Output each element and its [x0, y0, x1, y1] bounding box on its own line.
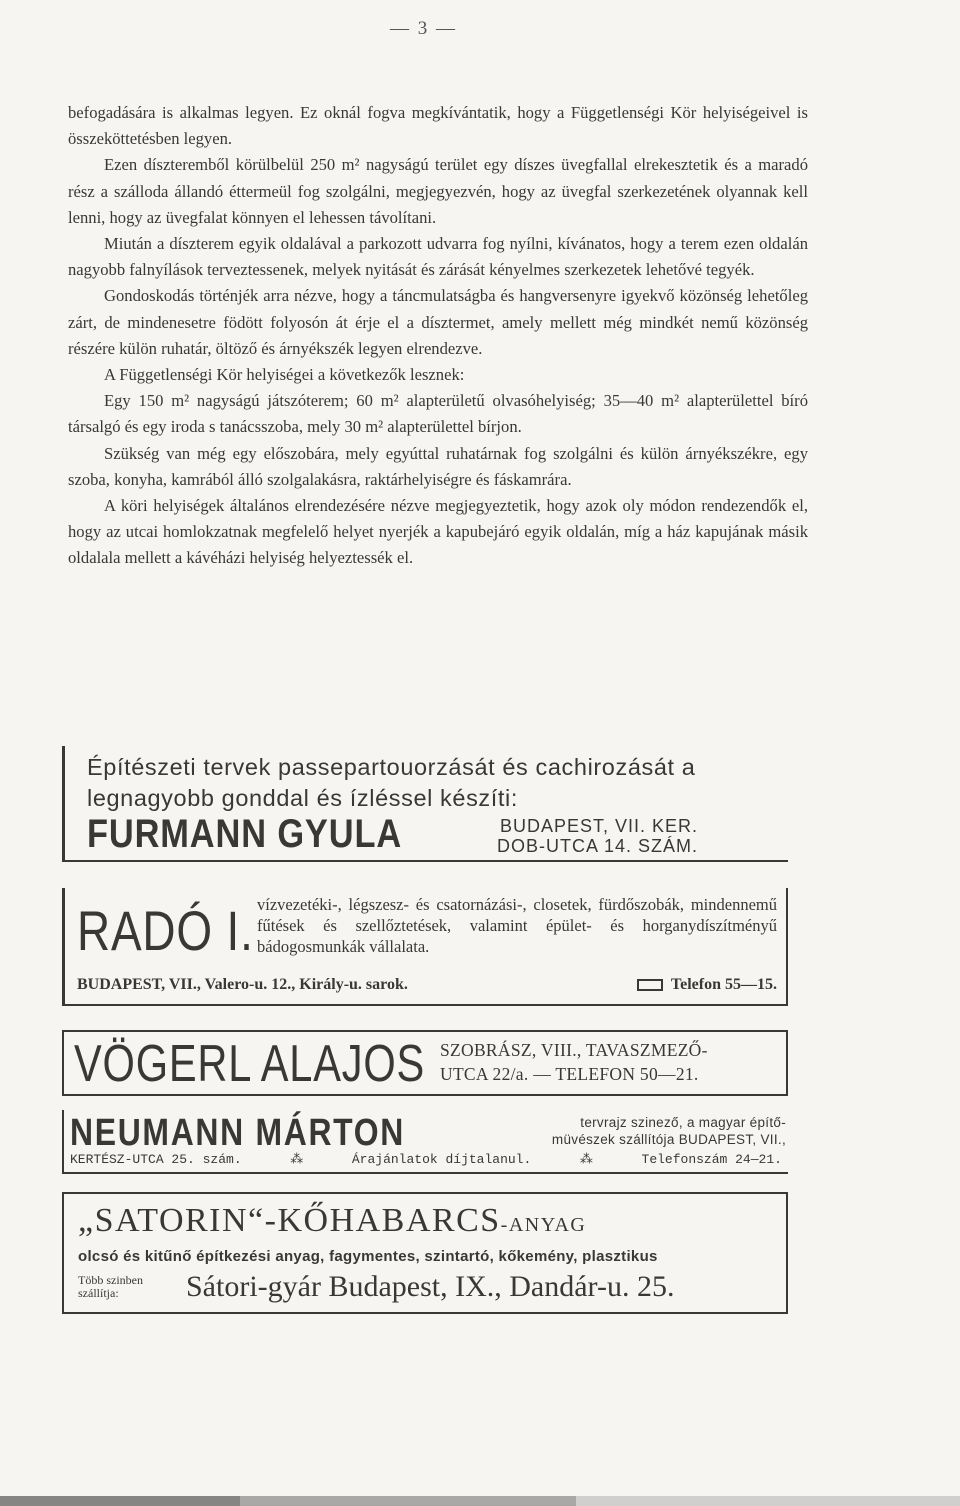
ad-voegerl-description: [440, 1038, 778, 1086]
ad-voegerl-line: SZOBRÁSZ, VIII., TAVASZMEZŐ-: [440, 1040, 708, 1060]
paragraph: A Függetlenségi Kör helyiségei a következők lesznek:: [104, 365, 465, 385]
ad-satori-headline-main: „SATORIN“-KŐHABARCS: [78, 1202, 501, 1239]
ad-voegerl-line: UTCA 22/a. — TELEFON 50—21.: [440, 1064, 699, 1084]
ad-rado-footer: [77, 976, 777, 994]
paragraph: Gondoskodás történjék arra nézve, hogy a táncmulatságba és hangversenyre igyekvő közönség lehetőleg zárt, de mindenesetre födött folyosón át érje el a dísztermet, amely mellett még mindkét nemű közönség részére külön ruhatár, öltöző és árnyékszék legyen elrendezve.: [68, 286, 808, 358]
ad-rado-address: BUDAPEST, VII., Valero-u. 12., Király-u. sarok.: [77, 976, 408, 993]
ad-satori-note-line: Több szinben: [78, 1273, 143, 1287]
paragraph: Egy 150 m² nagyságú játszóterem; 60 m² alapterületű olvasóhelyiség; 35—40 m² alapterülettel bíró társalgó és egy iroda s tanácsszoba, mely 30 m² alapterülettel bírjon.: [68, 391, 808, 437]
paragraph: befogadására is alkalmas legyen. Ez oknál fogva megkívántatik, hogy a Függetlenségi Kör helyiségeivel is összeköttetésben legyen.: [68, 103, 808, 149]
ad-furmann-address-line: DOB-UTCA 14. SZÁM.: [497, 836, 699, 856]
ad-furmann-address: [497, 816, 698, 856]
ad-neumann: [62, 1110, 788, 1174]
scan-edge-strip: [0, 1496, 960, 1506]
ad-neumann-footer: [70, 1152, 782, 1167]
ad-rado-phone-wrap: [637, 976, 777, 994]
paragraph: A köri helyiségek általános elrendezésére nézve megjegyeztetik, hogy azok oly módon rendezendők el, hogy az utcai homlokzatnak megfelelő helyet nyerjék a kapubejáró egyik oldalán, míg a ház kapujának másik oldalala mellett a kávéházi helyiség helyeztessék el.: [68, 496, 808, 568]
paragraph: Miután a díszterem egyik oldalával a parkozott udvarra fog nyílni, kívánatos, hogy a terem ezen oldalán nagyobb falnyílások terveztessenek, melyek nyitását és zárását kényelmes szerkezetek lehetővé tegyék.: [68, 234, 808, 280]
telephone-icon: [637, 979, 663, 991]
ad-neumann-address: KERTÉSZ-UTCA 25. szám.: [70, 1152, 242, 1167]
ad-neumann-phone: Telefonszám 24—21.: [641, 1152, 782, 1167]
ad-satori-address: Sátori-gyár Budapest, IX., Dandár-u. 25.: [186, 1270, 675, 1303]
ad-voegerl: [62, 1030, 788, 1096]
paragraph: Szükség van még egy előszobára, mely egyúttal ruhatárnak fog szolgálni és külön árnyékszékre, egy szoba, konyha, kamrából álló szolgalakásra, raktárhelyiségre és fáskamrára.: [68, 443, 808, 489]
ad-furmann-headline: Építészeti tervek passepartouorzását és cachirozását a legnagyobb gonddal és ízléssel készíti:: [87, 754, 696, 811]
ad-neumann-line: müvészek szállítója BUDAPEST, VII.,: [551, 1132, 786, 1147]
ad-neumann-pricing: Árajánlatok díjtalanul.: [351, 1152, 532, 1167]
ad-rado-description: vízvezetéki-, légszesz- és csatornázási-, closetek, fürdőszobák, mindennemű fűtések és szellőztetések, valamint épület- és horganydíszítményű bádogosmunkák vállalata.: [257, 895, 777, 956]
ad-furmann: [62, 746, 788, 862]
ad-rado-phone: Telefon 55—15.: [670, 976, 777, 993]
ad-neumann-line: tervrajz szinező, a magyar építő-: [580, 1115, 786, 1130]
ad-satori-subtitle: olcsó és kitűnő építkezési anyag, fagymentes, szintartó, kőkemény, plasztikus: [78, 1248, 658, 1265]
ad-furmann-address-line: BUDAPEST, VII. KER.: [499, 816, 699, 836]
ad-neumann-divider-icon: ⁂: [579, 1152, 593, 1167]
ad-rado-name: RADÓ I.: [77, 899, 254, 962]
ad-satori: [62, 1192, 788, 1314]
ad-neumann-name: NEUMANN MÁRTON: [70, 1112, 406, 1154]
ad-satori-headline-suffix: -ANYAG: [500, 1214, 587, 1236]
article-body: [68, 100, 808, 572]
ad-rado: [62, 888, 788, 1006]
ad-neumann-divider-icon: ⁂: [290, 1152, 304, 1167]
ad-satori-note: [78, 1274, 143, 1300]
paragraph: Ezen díszteremből körülbelül 250 m² nagyságú terület egy díszes üvegfallal elrekesztetik és a maradó rész a szálloda állandó éttermeül fog szolgálni, megjegyezvén, hogy az üvegfal szerkezetének olyannak kell lenni, hogy az üvegfalat könnyen el lehessen távolítani.: [68, 155, 808, 227]
ad-satori-note-line: szállítja:: [78, 1286, 119, 1300]
ad-neumann-description: [474, 1114, 786, 1148]
ad-furmann-name: FURMANN GYULA: [87, 812, 403, 856]
page-number: — 3 —: [390, 18, 457, 39]
ad-voegerl-name: VÖGERL ALAJOS: [74, 1035, 426, 1093]
ad-satori-headline: [78, 1202, 586, 1240]
